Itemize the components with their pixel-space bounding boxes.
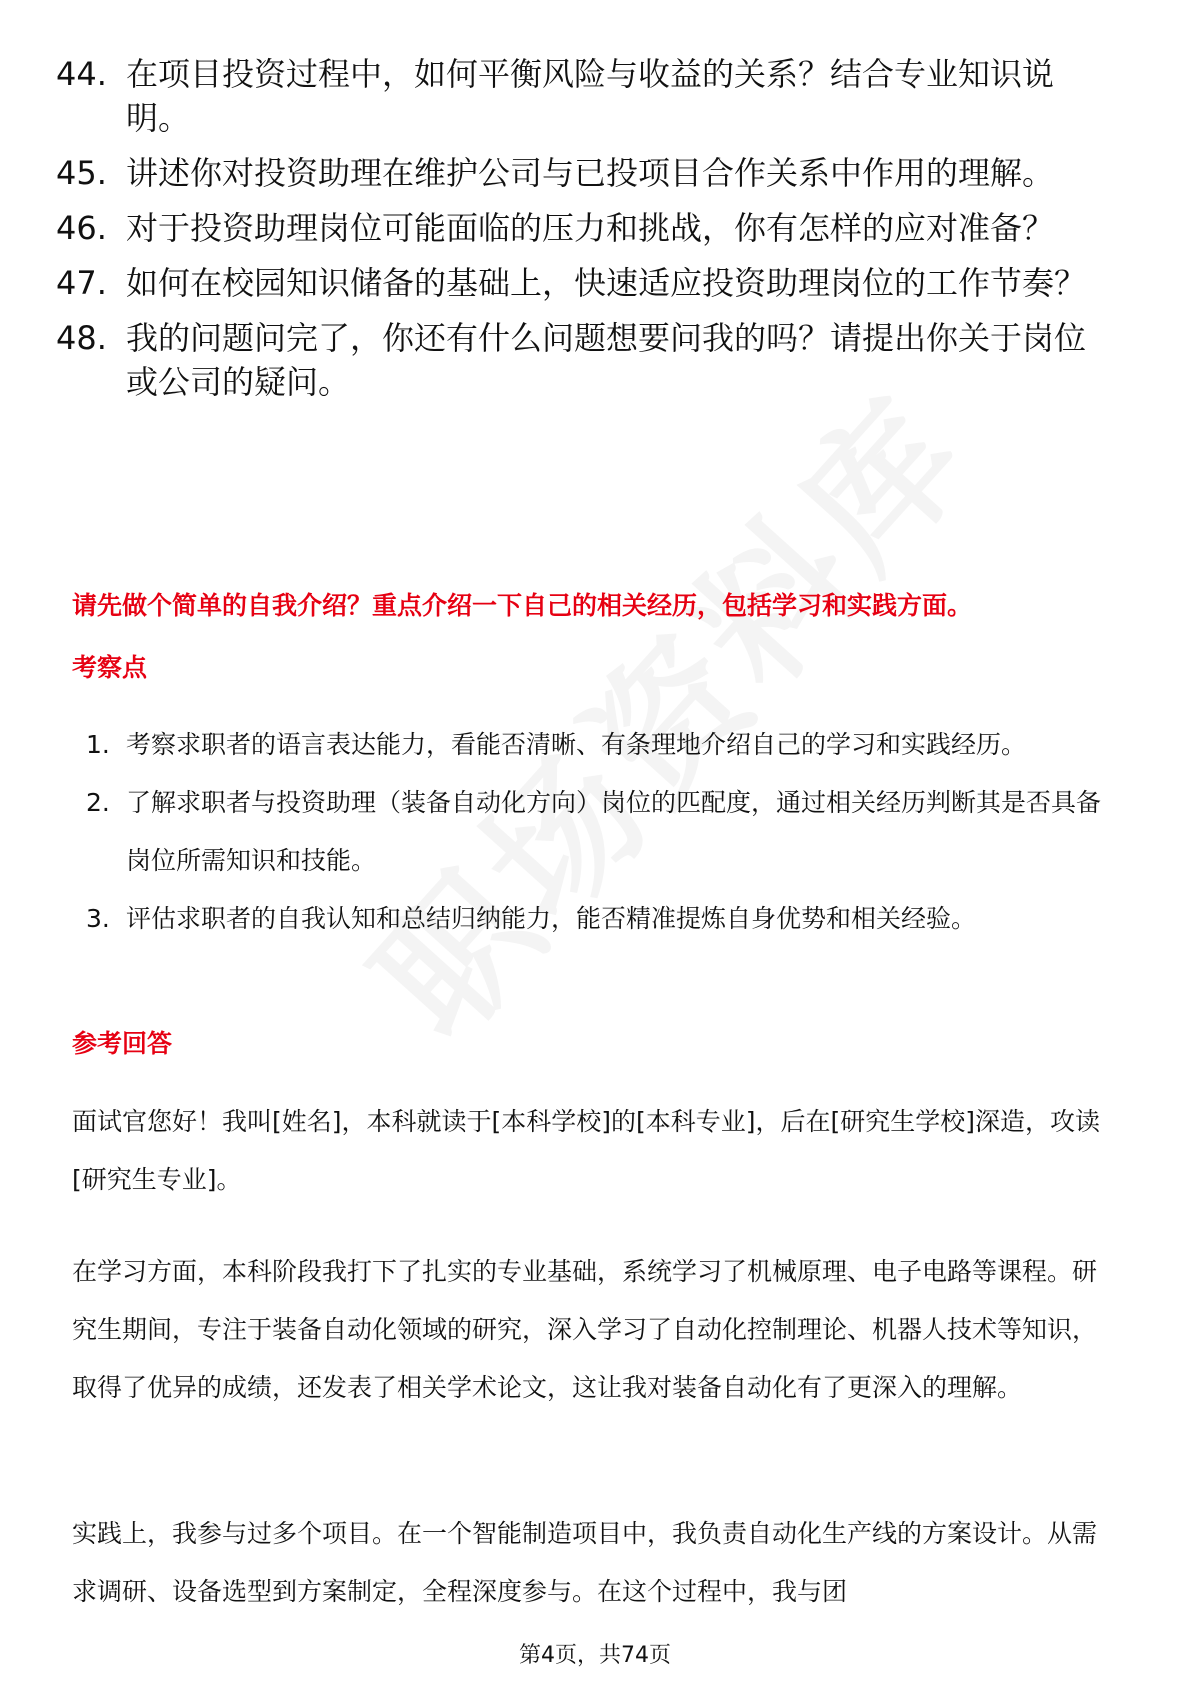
inspection-point [72, 716, 1112, 774]
question-item [56, 52, 1106, 140]
answer-paragraph: 在学习方面，本科阶段我打下了扎实的专业基础，系统学习了机械原理、电子电路等课程。研究生期间，专注于装备自动化领域的研究，深入学习了自动化控制理论、机器人技术等知识，取得了优异的成绩，还发表了相关学术论文，这让我对装备自动化有了更深入的理解。 [72, 1257, 1098, 1402]
question-item [56, 206, 1106, 250]
inspection-point [72, 890, 1112, 948]
point-text: 考察求职者的语言表达能力，看能否清晰、有条理地介绍自己的学习和实践经历。 [126, 730, 1027, 759]
question-number: 45. [56, 154, 107, 192]
question-item [56, 261, 1106, 305]
question-text: 如何在校园知识储备的基础上，快速适应投资助理岗位的工作节奏？ [126, 264, 1087, 302]
page-footer: 第4页，共74页 [519, 1643, 671, 1668]
section-question: 请先做个简单的自我介绍？重点介绍一下自己的相关经历，包括学习和实践方面。 [72, 591, 973, 620]
question-item [56, 316, 1106, 404]
point-number: 1. [86, 730, 110, 759]
question-number: 47. [56, 264, 107, 302]
question-item [56, 151, 1106, 195]
answer-paragraph: 实践上，我参与过多个项目。在一个智能制造项目中，我负责自动化生产线的方案设计。从需求调研、设备选型到方案制定，全程深度参与。在这个过程中，我与团 [72, 1519, 1098, 1606]
question-text: 讲述你对投资助理在维护公司与已投项目合作关系中作用的理解。 [126, 154, 1055, 192]
point-number: 2. [86, 788, 110, 817]
inspection-points [72, 716, 1112, 948]
question-text: 在项目投资过程中，如何平衡风险与收益的关系？结合专业知识说明。 [126, 55, 1055, 137]
inspection-point [72, 774, 1112, 890]
question-number: 48. [56, 319, 107, 357]
reference-label: 参考回答 [72, 1029, 173, 1058]
answer-paragraph: 面试官您好！我叫[姓名]，本科就读于[本科学校]的[本科专业]，后在[研究生学校]深造，攻读[研究生专业]。 [72, 1107, 1101, 1194]
question-number: 44. [56, 55, 107, 93]
question-text: 我的问题问完了，你还有什么问题想要问我的吗？请提出你关于岗位或公司的疑问。 [126, 319, 1087, 401]
question-number: 46. [56, 209, 107, 247]
question-text: 对于投资助理岗位可能面临的压力和挑战，你有怎样的应对准备？ [126, 209, 1055, 247]
inspection-label: 考察点 [72, 653, 148, 682]
point-text: 评估求职者的自我认知和总结归纳能力，能否精准提炼自身优势和相关经验。 [126, 904, 977, 933]
point-text: 了解求职者与投资助理（装备自动化方向）岗位的匹配度，通过相关经历判断其是否具备岗位所需知识和技能。 [126, 788, 1102, 875]
point-number: 3. [86, 904, 110, 933]
question-list [56, 52, 1106, 415]
